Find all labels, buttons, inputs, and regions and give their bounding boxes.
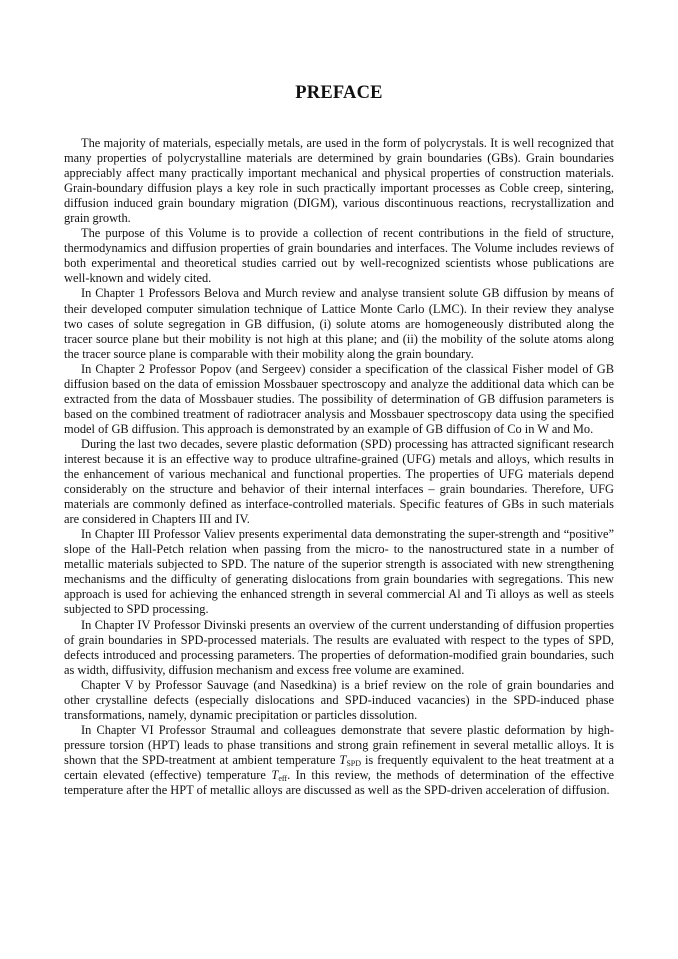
- paragraph-1: The majority of materials, especially metals, are used in the form of polycrystals. It is well recognized that many properties of polycrystalline materials are determined by grain boundaries (GBs). Grain boundaries appreciably affect many practically important mechanical and physical properties of construction materials. Grain-boundary diffusion plays a key role in such practically important processes as Coble creep, sintering, diffusion induced grain boundary migration (DIGM), various discontinuous reactions, recrystallization and grain growth.: [64, 136, 614, 226]
- paragraph-2: The purpose of this Volume is to provide a collection of recent contributions in the field of structure, thermodynamics and diffusion properties of grain boundaries and interfaces. The Volume includes reviews of both experimental and theoretical studies carried out by well-recognized scientists whose publications are well-known and widely cited.: [64, 226, 614, 286]
- paragraph-9: [64, 723, 614, 798]
- preface-body: [64, 136, 614, 798]
- paragraph-5: During the last two decades, severe plastic deformation (SPD) processing has attracted significant research interest because it is an effective way to produce ultrafine-grained (UFG) metals and alloys, which results in the enhancement of various mechanical and functional properties. The properties of UFG materials depend considerably on the structure and behavior of their internal interfaces – grain boundaries. Therefore, UFG materials are commonly defined as interface-controlled materials. Specific features of GBs in such materials are considered in Chapters III and IV.: [64, 436, 614, 527]
- temperature-symbol-spd: T: [339, 752, 347, 767]
- document-page: [64, 82, 614, 798]
- temperature-subscript-spd: SPD: [346, 758, 361, 768]
- paragraph-9-part-1: In Chapter VI Professor Straumal and colleagues demonstrate that severe plastic deformation by high-pressure torsion (HPT) leads to phase transitions and strong grain refinement in several metallic alloys. It is shown that the SPD-treatment at ambient temperature: [64, 722, 614, 767]
- paragraph-6: In Chapter III Professor Valiev presents experimental data demonstrating the super-strength and “positive” slope of the Hall-Petch relation when passing from the micro- to the nanostructured state in a number of metallic materials subjected to SPD. The nature of the superior strength is associated with new strengthening mechanisms and the difficulty of generating dislocations from grain boundaries with segregations. This new approach is used for achieving the enhanced strength in several commercial Al and Ti alloys as well as steels subjected to SPD processing.: [64, 527, 614, 617]
- paragraph-9-part-2: is frequently equivalent to the heat treatment at a certain elevated (effective) temperature: [64, 752, 614, 782]
- paragraph-7: In Chapter IV Professor Divinski presents an overview of the current understanding of diffusion properties of grain boundaries in SPD-processed materials. The results are evaluated with respect to the types of SPD, defects introduced and processing parameters. The properties of deformation-modified grain boundaries, such as width, diffusivity, diffusion mechanism and excess free volume are examined.: [64, 617, 614, 677]
- temperature-symbol-eff: T: [271, 767, 279, 782]
- paragraph-3: In Chapter 1 Professors Belova and Murch review and analyse transient solute GB diffusion by means of their developed computer simulation technique of Lattice Monte Carlo (LMC). In their review they analyse two cases of solute segregation in GB diffusion, (i) solute atoms are homogeneously distributed along the tracer source plane but their mobility is not high at this plane; and (ii) the mobility of the solute atoms along the tracer source plane is comparable with their mobility along the grain boundary.: [64, 286, 614, 361]
- temperature-subscript-eff: eff: [278, 773, 288, 783]
- paragraph-8: Chapter V by Professor Sauvage (and Nasedkina) is a brief review on the role of grain boundaries and other crystalline defects (especially dislocations and SPD-induced vacancies) in the SPD-induced phase transformations, namely, dynamic precipitation or particles dissolution.: [64, 677, 614, 722]
- paragraph-9-part-3: . In this review, the methods of determination of the effective temperature after the HPT of metallic alloys are discussed as well as the SPD-driven acceleration of diffusion.: [64, 767, 614, 798]
- page-title: PREFACE: [295, 83, 383, 103]
- paragraph-4: In Chapter 2 Professor Popov (and Sergeev) consider a specification of the classical Fisher model of GB diffusion based on the data of emission Mossbauer spectroscopy and analyze the additional data which can be extracted from the data of Mossbauer studies. The possibility of determination of GB diffusion parameters is based on the combined treatment of radiotracer analysis and Mossbauer spectroscopy data using the specified model of GB diffusion. This approach is demonstrated by an example of GB diffusion of Co in W and Mo.: [64, 361, 614, 436]
